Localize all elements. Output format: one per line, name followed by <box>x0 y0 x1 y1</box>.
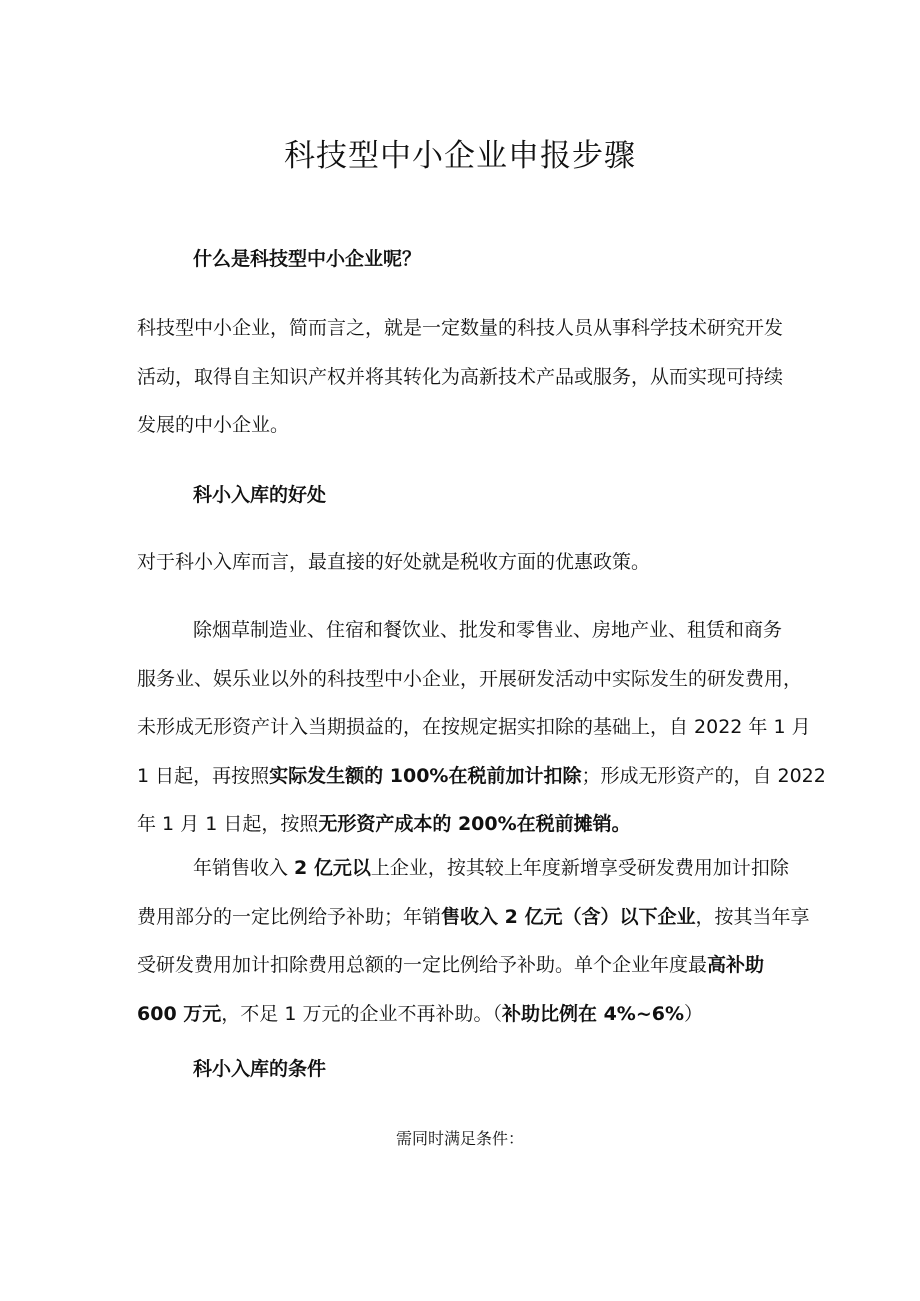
subsidy-line-3 <box>137 941 837 990</box>
subsidy-line-1-start: 年销售收入 <box>193 857 295 879</box>
subsidy-line-2-emphasis: 售收入 2 亿元（含）以下企业 <box>441 905 696 928</box>
tax-line-4-start: 1 日起，再按照 <box>137 764 270 787</box>
tax-line-4 <box>137 752 837 801</box>
subsidy-line-3-emphasis: 高补助 <box>707 954 765 976</box>
definition-line-3: 发展的中小企业。 <box>137 414 290 436</box>
tax-line-4-end: ；形成无形资产的，自 2022 <box>581 764 826 787</box>
tax-line-5-start: 年 1 月 1 日起，按照 <box>137 813 319 835</box>
tax-line-3: 未形成无形资产计入当期损益的，在按规定据实扣除的基础上，自 2022 年 1 月 <box>137 716 811 738</box>
subsidy-line-4-ratio: 补助比例在 4%~6% <box>501 1002 685 1025</box>
subsidy-line-2 <box>137 893 837 942</box>
subsidy-line-4-amount: 600 万元 <box>137 1002 222 1025</box>
definition-line-1: 科技型中小企业，简而言之，就是一定数量的科技人员从事科学技术研究开发 <box>137 317 784 339</box>
tax-line-1: 除烟草制造业、住宿和餐饮业、批发和零售业、房地产业、租赁和商务 <box>193 619 783 641</box>
subsidy-line-1-emphasis: 2 亿元以 <box>294 857 371 879</box>
benefits-intro-line: 对于科小入库而言，最直接的好处就是税收方面的优惠政策。 <box>137 551 651 573</box>
section-heading-benefits: 科小入库的好处 <box>193 484 327 506</box>
subsidy-line-4 <box>137 990 837 1039</box>
subsidy-line-2-start: 费用部分的一定比例给予补助；年销 <box>137 905 442 928</box>
subsidy-line-4-middle: ，不足 1 万元的企业不再补助。（ <box>221 1002 502 1025</box>
subsidy-line-4-end: ） <box>684 1002 704 1025</box>
paragraph-benefits-intro <box>137 538 837 587</box>
conditions-note: 需同时满足条件： <box>395 1129 524 1148</box>
subsidy-line-2-end: ，按其当年享 <box>695 905 810 928</box>
document-title: 科技型中小企业申报步骤 <box>284 138 636 174</box>
tax-line-5-emphasis: 无形资产成本的 200%在税前摊销。 <box>318 813 631 835</box>
paragraph-definition <box>137 304 837 450</box>
subsidy-line-1 <box>137 844 837 893</box>
section-heading-what-is: 什么是科技型中小企业呢？ <box>193 248 422 270</box>
tax-line-4-emphasis: 实际发生额的 100%在税前加计扣除 <box>269 764 582 787</box>
paragraph-subsidy <box>137 844 837 1038</box>
subsidy-line-3-start: 受研发费用加计扣除费用总额的一定比例给予补助。单个企业年度最 <box>137 954 708 976</box>
tax-line-5 <box>137 800 837 849</box>
paragraph-tax-deduction <box>137 606 837 849</box>
tax-line-2: 服务业、娱乐业以外的科技型中小企业，开展研发活动中实际发生的研发费用， <box>137 667 803 690</box>
section-heading-conditions: 科小入库的条件 <box>193 1058 327 1080</box>
subsidy-line-1-end: 上企业，按其较上年度新增享受研发费用加计扣除 <box>370 857 789 879</box>
definition-line-2: 活动，取得自主知识产权并将其转化为高新技术产品或服务，从而实现可持续 <box>137 365 784 388</box>
